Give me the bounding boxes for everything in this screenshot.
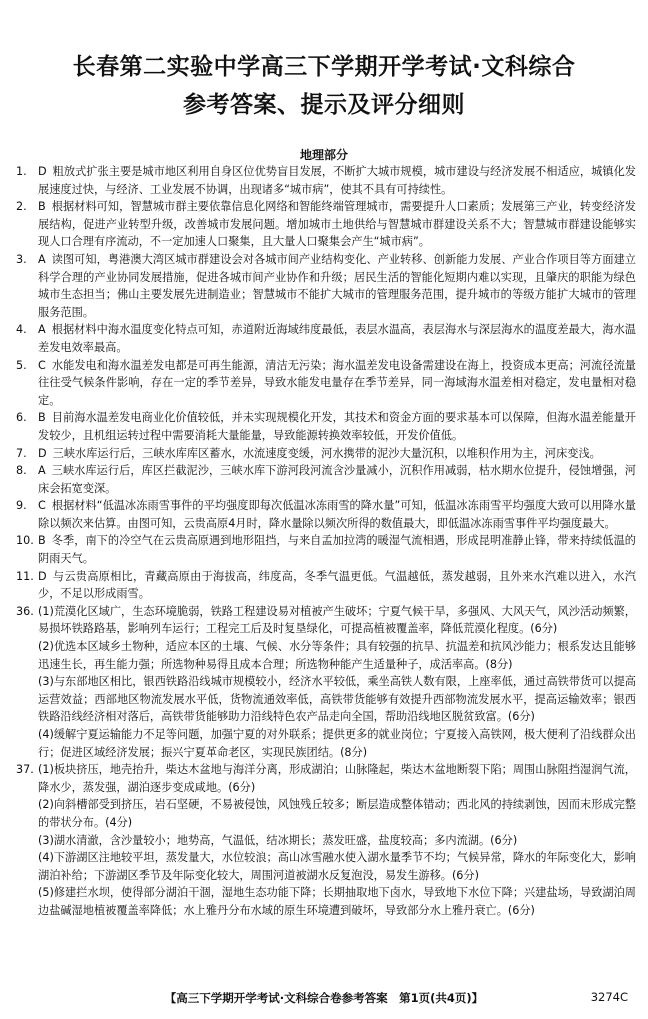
question-part: (2)优选本区域乡土物种，适应本区的土壤、气候、水分等条件；具有较强的抗旱、抗温差和抗风沙能力；根系发达且能够迅速生长，再生能力强；所选物种易得且成本合理；所选物种能产生适量种子，成活率高。(8分) [38, 640, 636, 671]
page-subtitle: 参考答案、提示及评分细则 [183, 92, 465, 118]
page-title: 长春第二实验中学高三下学期开学考试·文科综合 [72, 54, 576, 80]
answer-item: 10. B 冬季，南下的冷空气在云贵高原遇到地形阻挡，与来自孟加拉湾的暖湿气流相遇，形成昆明准静止锋，带来持续低温的阴雨天气。 [16, 534, 636, 566]
answer-item: 6. B 目前海水温差发电商业化价值较低，并未实现规模化开发，其技术和资金方面的要求基本可以保障，但海水温差能量开发较少，且机组运转过程中需要消耗大量能量，导致能源转换效率较低，开发价值低。 [16, 411, 636, 442]
section-heading: 地理部分 [299, 148, 348, 162]
answer-item: 11. D 与云贵高原相比，青藏高原由于海拔高，纬度高，冬季气温更低。气温越低，蒸发越弱，且外来水汽难以进入，水汽少，不足以形成雨雪。 [16, 569, 636, 601]
answer-explanation: 三峡水库运行后，库区拦截泥沙，三峡水库下游河段河流含沙量减小，沉积作用减弱，枯水期水位提升，侵蚀增强，河床会拓宽变深。 [38, 464, 636, 495]
question-part: (4)缓解宁夏运输能力不足等问题，加强宁夏的对外联系；提供更多的就业岗位；宁夏接入高铁网，极大便利了沿线群众出行；促进区域经济发展；振兴宁夏革命老区，实现民族团结。(8分) [38, 728, 636, 759]
answer-explanation: 与云贵高原相比，青藏高原由于海拔高，纬度高，冬季气温更低。气温越低，蒸发越弱，且外来水汽难以进入，水汽少，不足以形成雨雪。 [38, 569, 636, 601]
answer-item: 5. C 水能发电和海水温差发电都是可再生能源，清洁无污染；海水温差发电设备需建设在海上，投资成本更高；河流径流量往往受气候条件影响，存在一定的季节差异，导致水能发电量存在季节差异，同一海域海水温差相对稳定，发电量相对稳定。 [16, 358, 636, 407]
answer-item: 8. A 三峡水库运行后，库区拦截泥沙，三峡水库下游河段河流含沙量减小，沉积作用减弱，枯水期水位提升，侵蚀增强，河床会拓宽变深。 [16, 464, 636, 495]
answer-key: A [38, 323, 46, 337]
question-part: (1)板块挤压，地壳抬升，柴达木盆地与海洋分离，形成湖泊；山脉隆起，柴达木盆地断裂下陷；周围山脉阻挡湿润气流，降水少，蒸发强，湖泊逐步变成咸地。(6分) [38, 763, 636, 794]
question-36: 36. (1)荒漠化区域广，生态环境脆弱，铁路工程建设易对植被产生破坏；宁夏气候干旱，多强风、大风天气，风沙活动频繁，易损坏铁路路基，影响列车运行；工程完工后及时复垦绿化，可提高植被覆盖率，降低荒漠化程度。(6分) [16, 603, 636, 638]
answer-item: 4. A 根据材料中海水温度变化特点可知，赤道附近海域纬度最低，表层水温高，表层海水与深层海水的温度差最大，海水温差发电效率最高。 [16, 323, 636, 354]
answer-key: A [38, 464, 46, 478]
answer-explanation: 三峡水库运行后，三峡水库库区蓄水，水流速度变缓，河水携带的泥沙大量沉积，以堆积作用为主，河床变浅。 [52, 446, 601, 460]
answer-key: D [38, 569, 47, 583]
answer-key: D [38, 446, 47, 460]
answer-explanation: 根据材料可知，智慧城市群主要依靠信息化网络和智能终端管理城市，需要提升人口素质；发展第三产业，转变经济发展结构，促进产业转型升级，改善城市发展问题。增加城市土地供给与智慧城市群建设关系不大；智慧城市群建设能够实现人口合理有序流动，不一定加速人口聚集，且大量人口聚集会产生“城市病”。 [38, 200, 636, 249]
question-part: (5)修建拦水坝，使得部分湖泊干涸，湿地生态功能下降；长期抽取地下卤水，导致地下水位下降；兴建盐场，导致湖泊周边盐碱湿地植被覆盖率降低；水上雅丹分布水域的原生环境遭到破坏，导致部分水上雅丹衰亡。(6分) [38, 886, 636, 917]
question-part: (3)与东部地区相比，银西铁路沿线城市规模较小，经济水平较低，乘坐高铁人数有限，上座率低，通过高铁带货可以提高运营效益；西部地区物流发展水平低，货物流通效率低，高铁带货能够有效提升西部物流发展水平，提高运输效率；银西铁路沿线经济相对落后，高铁带货能够助力沿线特色农产品走向全国，帮助沿线地区脱贫致富。(6分) [38, 675, 636, 724]
answer-item: 7. D 三峡水库运行后，三峡水库库区蓄水，水流速度变缓，河水携带的泥沙大量沉积，以堆积作用为主，河床变浅。 [16, 446, 601, 460]
answer-item: 3. A 读图可知，粤港澳大湾区城市群建设会对各城市间产业结构变化、产业转移、创新能力发展、产业合作项目等方面建立科学合理的产业协同发展措施，促进各城市间产业协作和升级；居民生活的智能化短期内难以实现，且肇庆的职能为绿色城市生态担当；佛山主要发展先进制造业；智慧城市不能扩大城市的管理服务范围，提升城市的等级方能扩大城市的管理服务范围。 [16, 252, 636, 319]
answer-explanation: 根据材料“低温冰冻雨雪事件的平均强度即每次低温冰冻雨雪的降水量”可知，低温冰冻雨雪平均强度大致可以用降水量除以频次来估算。由图可知，云贵高原4月时，降水量除以频次所得的数值最大，即低温冰冻雨雪事件平均强度最大。 [38, 499, 636, 530]
answer-explanation: 粗放式扩张主要是城市地区利用自身区位优势盲目发展，不断扩大城市规模，城市建设与经济发展不相适应，城镇化发展速度过快，与经济、工业发展不协调，出现诸多“城市病”，使其不具有可持续性。 [38, 165, 636, 196]
answer-key: B [38, 200, 46, 214]
answer-explanation: 根据材料中海水温度变化特点可知，赤道附近海域纬度最低，表层水温高，表层海水与深层海水的温度差最大，海水温差发电效率最高。 [38, 323, 636, 354]
answer-item: 2. B 根据材料可知，智慧城市群主要依靠信息化网络和智能终端管理城市，需要提升人口素质；发展第三产业，转变经济发展结构，促进产业转型升级，改善城市发展问题。增加城市土地供给与智慧城市群建设关系不大；智慧城市群建设能够实现人口合理有序流动，不一定加速人口聚集，且大量人口聚集会产生“城市病”。 [16, 200, 636, 249]
answer-key: D [38, 165, 47, 178]
question-part: (3)湖水清澈，含沙量较小；地势高，气温低，结冰期长；蒸发旺盛，盐度较高；多内流湖。(6分) [38, 833, 518, 847]
answer-key: C [38, 499, 46, 513]
question-37: 37. (1)板块挤压，地壳抬升，柴达木盆地与海洋分离，形成湖泊；山脉隆起，柴达木盆地断裂下陷；周围山脉阻挡湿润气流，降水少，蒸发强，湖泊逐步变成咸地。(6分) [16, 761, 636, 796]
answer-list [16, 163, 636, 920]
paper-code: 3274C [590, 990, 628, 1004]
question-part: (1)荒漠化区域广，生态环境脆弱，铁路工程建设易对植被产生破坏；宁夏气候干旱，多强风、大风天气，风沙活动频繁，易损坏铁路路基，影响列车运行；工程完工后及时复垦绿化，可提高植被覆盖率，降低荒漠化程度。(6分) [38, 604, 636, 636]
answer-explanation: 读图可知，粤港澳大湾区城市群建设会对各城市间产业结构变化、产业转移、创新能力发展、产业合作项目等方面建立科学合理的产业协同发展措施，促进各城市间产业协作和升级；居民生活的智能化短期内难以实现，且肇庆的职能为绿色城市生态担当；佛山主要发展先进制造业；智慧城市不能扩大城市的管理服务范围，提升城市的等级方能扩大城市的管理服务范围。 [38, 252, 636, 319]
answer-key: C [38, 358, 46, 372]
answer-key: B [38, 411, 46, 425]
question-part: (2)向斜槽部受到挤压，岩石坚硬，不易被侵蚀，风蚀残丘较多；断层造成整体错动；西北风的持续剥蚀，因而末形成完整的带状分布。(4分) [38, 798, 636, 829]
page-footer: 【高三下学期开学考试·文科综合卷参考答案 第1页(共4页)】 [164, 991, 484, 1005]
answer-explanation: 冬季，南下的冷空气在云贵高原遇到地形阻挡，与来自孟加拉湾的暖湿气流相遇，形成昆明准静止锋，带来持续低温的阴雨天气。 [38, 534, 636, 566]
answer-item: 9. C 根据材料“低温冰冻雨雪事件的平均强度即每次低温冰冻雨雪的降水量”可知，低温冰冻雨雪平均强度大致可以用降水量除以频次来估算。由图可知，云贵高原4月时，降水量除以频次所得的数值最大，即低温冰冻雨雪事件平均强度最大。 [16, 499, 636, 530]
answer-key: A [38, 252, 46, 266]
answer-explanation: 目前海水温差发电商业化价值较低，并未实现规模化开发，其技术和资金方面的要求基本可以保障，但海水温差能量开发较少，且机组运转过程中需要消耗大量能量，导致能源转换效率较低，开发价值低。 [38, 411, 636, 442]
answer-key: B [38, 534, 46, 548]
question-part: (4)下游湖区注地较平坦，蒸发量大，水位较浪；高山冰雪融水使入湖水量季节不均；气候异常，降水的年际变化大，影响湖泊补给；下游湖区季节及年际变化较大，周围河道被湖水反复泡没，易发生游移。(6分) [38, 851, 636, 882]
answer-explanation: 水能发电和海水温差发电都是可再生能源，清洁无污染；海水温差发电设备需建设在海上，投资成本更高；河流径流量往往受气候条件影响，存在一定的季节差异，导致水能发电量存在季节差异，同一海域海水温差相对稳定，发电量相对稳定。 [38, 358, 636, 407]
answer-item: 1. D 粗放式扩张主要是城市地区利用自身区位优势盲目发展，不断扩大城市规模，城市建设与经济发展不相适应，城镇化发展速度过快，与经济、工业发展不协调，出现诸多“城市病”，使其不具有可持续性。 [16, 165, 636, 196]
